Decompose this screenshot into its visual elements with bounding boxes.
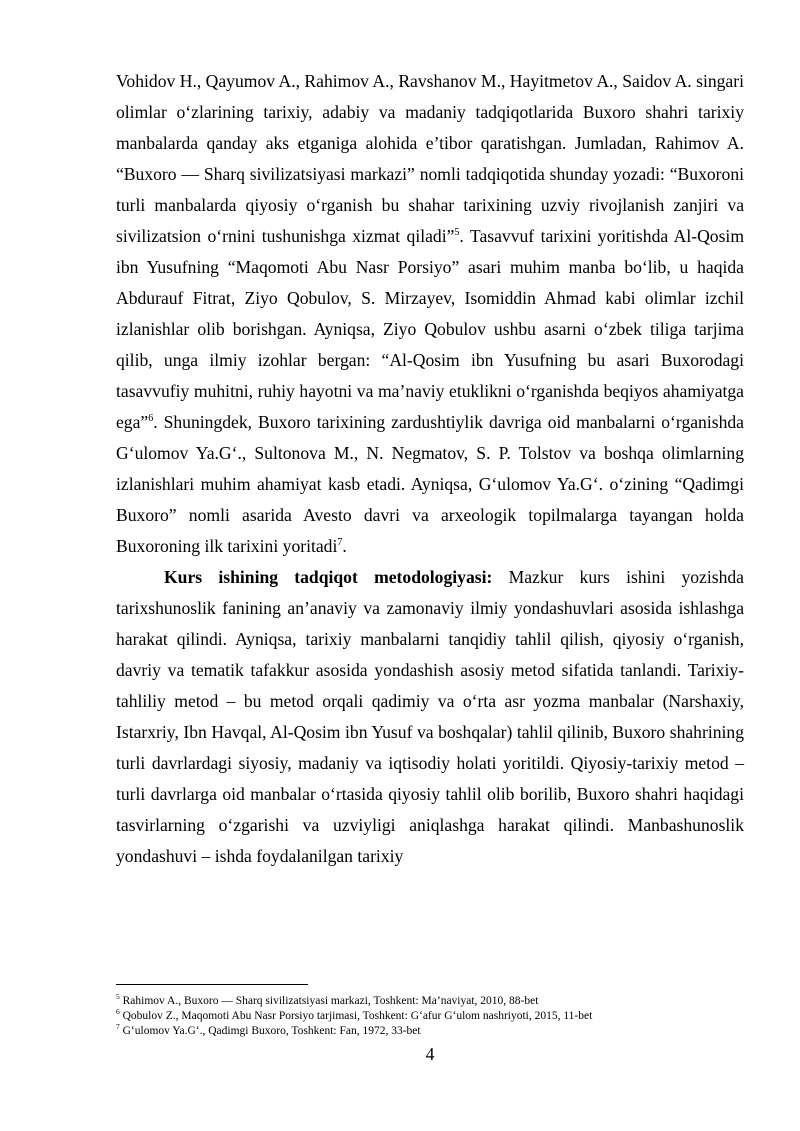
- footnote-ref-6[interactable]: 6: [148, 413, 154, 425]
- paragraph-text: Mazkur kurs ishini yozishda tarixshunoslik fanining an’anaviy va zamonaviy ilmiy yondashuvlari asosida ishlashga harakat qilindi. Ayniqsa, tarixiy manbalarni tanqidiy tahlil qilish, qiyosiy o‘rganish, davriy va tematik tafakkur asosida yondashish asosiy metod sifatida tanlandi. Tarixiy-tahliliy metod – bu metod orqali qadimiy va o‘rta asr yozma manbalar (Narshaxiy, Istarxriy, Ibn Havqal, Al-Qosim ibn Yusuf va boshqalar) tahlil qilinib, Buxoro shahrining turli davrlardagi siyosiy, madaniy va iqtisodiy holati yoritildi. Qiyosiy-tarixiy metod – turli davrlarga oid manbalar o‘rtasida qiyosiy tahlil olib borilib, Buxoro shahri haqidagi tasvirlarning o‘zgarishi va uzviyligi aniqlashga harakat qilindi. Manbashunoslik yondashuvi – ishda foydalanilgan tarixiy: [116, 567, 744, 866]
- footnotes: [116, 994, 756, 1039]
- footnote-number: 6: [116, 1007, 120, 1017]
- paragraph-methodology: [116, 562, 744, 872]
- footnote-ref-7[interactable]: 7: [337, 537, 343, 549]
- paragraph-text: .: [342, 536, 347, 556]
- footnote-5: [116, 994, 756, 1009]
- footnote-text: Qobulov Z., Maqomoti Abu Nasr Porsiyo tarjimasi, Toshkent: G‘afur G‘ulom nashriyoti, 2015, 11-bet: [119, 1010, 593, 1022]
- paragraph-text: . Shuningdek, Buxoro tarixining zardushtiylik davriga oid manbalarni o‘rganishda G‘ulomov Ya.G‘., Sultonova M., N. Negmatov, S. P. Tolstov va boshqa olimlarning izlanishlari muhim ahamiyat kasb etadi. Ayniqsa, G‘ulomov Ya.G‘. o‘zining “Qadimgi Buxoro” nomli asarida Avesto davri va arxeologik topilmalarga tayangan holda Buxoroning ilk tarixini yoritadi: [116, 412, 744, 556]
- page-number: 4: [425, 1044, 435, 1064]
- footnote-number: 5: [116, 992, 120, 1002]
- footnote-separator: [116, 984, 308, 985]
- footnote-text: Rahimov A., Buxoro — Sharq sivilizatsiyasi markazi, Toshkent: Ma’naviyat, 2010, 88-bet: [119, 995, 539, 1007]
- methodology-heading: Kurs ishining tadqiqot metodologiyasi:: [164, 567, 493, 587]
- paragraph-literature-review: [116, 66, 744, 562]
- footnote-6: [116, 1009, 756, 1024]
- paragraph-text: . Tasavvuf tarixini yoritishda Al-Qosim ibn Yusufning “Maqomoti Abu Nasr Porsiyo” asari muhim manba bo‘lib, u haqida Abdurauf Fitrat, Ziyo Qobulov, S. Mirzayev, Isomiddin Ahmad kabi olimlar izchil izlanishlar olib borishgan. Ayniqsa, Ziyo Qobulov ushbu asarni o‘zbek tiliga tarjima qilib, unga ilmiy izohlar bergan: “Al-Qosim ibn Yusufning bu asari Buxorodagi tasavvufiy muhitni, ruhiy hayotni va ma’naviy etuklikni o‘rganishda beqiyos ahamiyatga ega”: [116, 226, 744, 432]
- body-text: [116, 66, 744, 872]
- footnote-ref-5[interactable]: 5: [454, 227, 460, 239]
- footnote-7: [116, 1024, 756, 1039]
- paragraph-text: Vohidov H., Qayumov A., Rahimov A., Ravshanov M., Hayitmetov A., Saidov A. singari olimlar o‘zlarining tarixiy, adabiy va madaniy tadqiqotlarida Buxoro shahri tarixiy manbalarda qanday aks etganiga alohida e’tibor qaratishgan. Jumladan, Rahimov A. “Buxoro — Sharq sivilizatsiyasi markazi” nomli tadqiqotida shunday yozadi: “Buxoroni turli manbalarda qiyosiy o‘rganish bu shahar tarixining uzviy rivojlanish zanjiri va sivilizatsion o‘rnini tushunishga xizmat qiladi”: [116, 71, 744, 246]
- footnote-number: 7: [116, 1022, 120, 1032]
- footnote-text: G‘ulomov Ya.G‘., Qadimgi Buxoro, Toshkent: Fan, 1972, 33-bet: [119, 1025, 421, 1037]
